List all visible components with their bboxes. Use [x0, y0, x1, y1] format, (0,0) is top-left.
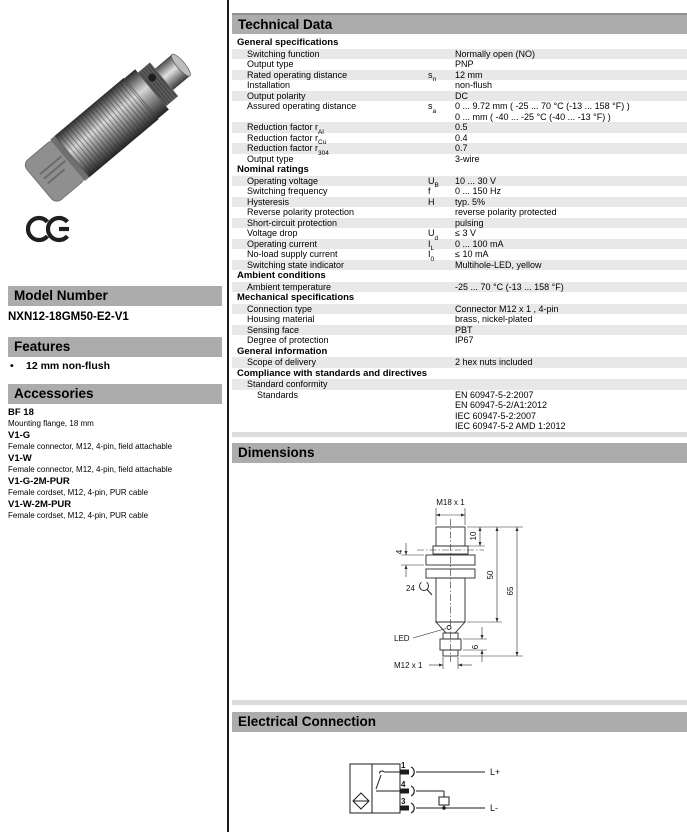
features-header: Features — [8, 337, 222, 357]
spec-value: 10 ... 30 V — [455, 175, 497, 186]
spec-label: Short-circuit protection — [247, 217, 338, 228]
spec-row — [232, 101, 687, 122]
spec-row — [232, 304, 687, 315]
spec-row — [232, 49, 687, 60]
accessory-name: V1-G-2M-PUR — [8, 476, 70, 487]
accessory-name: BF 18 — [8, 407, 34, 418]
spec-label: Degree of protection — [247, 335, 329, 345]
spec-value — [455, 379, 687, 390]
dimension-lines — [401, 508, 523, 669]
spec-row — [232, 59, 687, 70]
spec-label: Operating current — [247, 238, 318, 249]
spec-label: Reduction factor $r_{304}$ — [247, 143, 329, 157]
spec-row — [232, 154, 687, 165]
accessory-item — [8, 500, 220, 520]
spec-value: 0.5 — [455, 122, 468, 132]
head-height-label: 10 — [469, 531, 478, 541]
spec-section-heading: Nominal ratings — [237, 164, 309, 175]
spec-symbol: $s_a$ — [428, 101, 437, 115]
spec-row — [232, 249, 687, 263]
spec-row — [232, 260, 687, 271]
spec-label: Operating voltage — [247, 175, 319, 186]
spec-value: 0.7 — [455, 143, 468, 153]
spec-section-heading: Ambient conditions — [237, 270, 326, 281]
spec-section-heading: General specifications — [237, 37, 339, 48]
spec-value: PNP — [455, 59, 474, 69]
accessory-item — [8, 431, 220, 451]
electrical-connection-header: Electrical Connection — [232, 712, 687, 732]
nut-thickness-label: 4 — [395, 549, 404, 555]
technical-data-header: Technical Data — [232, 13, 687, 34]
accessory-name: V1-W-2M-PUR — [8, 499, 72, 510]
spec-symbol — [428, 143, 455, 154]
sensor-body — [22, 42, 201, 205]
sensor-symbol-box — [350, 764, 400, 813]
spec-symbol — [428, 357, 455, 368]
pin-3-label: 3 — [401, 797, 406, 806]
accessory-item — [8, 477, 220, 497]
spec-value: -25 ... 70 °C (-13 ... 158 °F) — [455, 281, 564, 292]
spec-label: Voltage drop — [247, 228, 298, 238]
spec-symbol: H — [428, 196, 435, 207]
product-photo-image — [12, 18, 217, 213]
spec-label: Ambient temperature — [247, 281, 332, 292]
l-plus-label: L+ — [490, 767, 501, 777]
ce-mark-icon — [26, 214, 72, 244]
spec-row — [232, 379, 687, 390]
model-number-value: NXN12-18GM50-E2-V1 — [8, 311, 129, 323]
model-number-header: Model Number — [8, 286, 222, 306]
spec-row — [232, 282, 687, 293]
spec-value: IP67 — [455, 335, 474, 345]
spec-label: Assured operating distance — [247, 101, 357, 111]
junction-dot — [442, 806, 446, 810]
spec-row — [232, 143, 687, 157]
spec-symbol — [428, 304, 455, 315]
spec-symbol — [428, 133, 455, 144]
spec-value: reverse polarity protected — [455, 207, 557, 217]
wiring-diagram — [335, 756, 535, 832]
spec-row — [232, 197, 687, 208]
l-minus-label: L- — [490, 803, 499, 813]
spec-value: 3-wire — [455, 153, 480, 164]
spec-label: Installation — [247, 80, 291, 90]
feature-text: 12 mm non-flush — [26, 360, 111, 372]
spec-label: Switching function — [247, 48, 320, 59]
connector-height-label: 6 — [471, 644, 480, 650]
spec-value: 0 ... 150 Hz — [455, 186, 502, 196]
spec-value: EN 60947-5-2:2007 EN 60947-5-2/A1:2012 IEC 60947-5-2:2007 IEC 60947-5-2 AMD 1:2012 — [455, 389, 566, 431]
spec-label: Rated operating distance — [247, 69, 348, 80]
spec-symbol: $U_d$ — [428, 228, 439, 242]
spec-symbol: $I_0$ — [428, 249, 435, 263]
pin-1-label: 1 — [401, 761, 406, 770]
spec-symbol — [428, 390, 455, 432]
accessory-name: V1-W — [8, 453, 32, 464]
spec-value: 0 ... 100 mA — [455, 238, 504, 249]
spec-value: 0.4 — [455, 132, 468, 143]
spec-row — [232, 218, 687, 229]
section-divider — [232, 700, 687, 705]
spec-value: 0 ... 9.72 mm ( -25 ... 70 °C (-13 ... 158 °F) ) 0 ... mm ( -40 ... -25 °C (-40 ... -13 °F) ) — [455, 101, 630, 122]
body-height-label: 50 — [486, 570, 495, 580]
spec-value: PBT — [455, 324, 473, 335]
spec-row — [232, 207, 687, 218]
accessory-name: V1-G — [8, 430, 31, 441]
spec-label: Switching state indicator — [247, 259, 345, 270]
spec-row — [232, 238, 687, 253]
dimensions-header: Dimensions — [232, 443, 687, 463]
section-divider — [232, 432, 687, 437]
spec-label: Standard conformity — [247, 379, 328, 389]
spec-value: brass, nickel-plated — [455, 314, 533, 324]
feature-item — [8, 360, 110, 372]
spec-symbol — [428, 379, 455, 390]
spec-label: Connection type — [247, 303, 313, 314]
spec-value: 2 hex nuts included — [455, 357, 533, 367]
total-height-label: 65 — [506, 586, 515, 596]
spec-label: No-load supply current — [247, 249, 338, 259]
switch-symbol — [376, 771, 400, 791]
spec-label: Output polarity — [247, 90, 306, 101]
terminals — [400, 767, 414, 813]
spec-symbol — [428, 314, 455, 325]
spec-symbol — [428, 154, 455, 165]
spec-symbol: $I_L$ — [428, 238, 435, 253]
spec-row — [232, 325, 687, 336]
pin-4-label: 4 — [401, 780, 406, 789]
spec-value: Multihole-LED, yellow — [455, 259, 542, 270]
spec-value: ≤ 3 V — [455, 228, 476, 238]
ce-mark — [26, 214, 72, 244]
spec-symbol: f — [428, 186, 431, 196]
thread-bottom-label: M12 x 1 — [394, 661, 423, 670]
spec-symbol — [428, 91, 455, 102]
thread-top-label: M18 x 1 — [436, 498, 465, 507]
spec-row — [232, 132, 687, 147]
product-photo — [12, 18, 217, 213]
spec-row — [232, 80, 687, 91]
led-label: LED — [394, 634, 410, 643]
wrench-icon — [420, 580, 433, 596]
spec-label: Housing material — [247, 314, 315, 324]
accessory-description: Mounting flange, 18 mm — [8, 418, 94, 428]
spec-row — [232, 175, 687, 190]
spec-label: Reduction factor $r_{Al}$ — [247, 122, 324, 136]
spec-value: ≤ 10 mA — [455, 249, 489, 259]
accessories-header: Accessories — [8, 384, 222, 404]
spec-label: Output type — [247, 153, 294, 164]
features-list — [8, 360, 110, 372]
spec-label: Reduction factor $r_{Cu}$ — [247, 132, 327, 147]
spec-row — [232, 228, 687, 242]
accessory-item — [8, 454, 220, 474]
spec-row — [232, 91, 687, 102]
spec-symbol — [428, 49, 455, 60]
spec-symbol — [428, 325, 455, 336]
spec-row — [232, 69, 687, 84]
spec-row — [232, 390, 687, 432]
spec-section-heading: General information — [237, 345, 328, 357]
spec-value: 12 mm — [455, 69, 483, 80]
spec-symbol: $U_B$ — [428, 175, 439, 190]
spec-symbol — [428, 207, 455, 218]
spec-symbol — [428, 59, 455, 70]
spec-section-heading: Compliance with standards and directives — [237, 367, 428, 379]
spec-row — [232, 357, 687, 368]
spec-value: pulsing — [455, 217, 484, 228]
spec-section-heading: Mechanical specifications — [237, 292, 355, 303]
spec-value: Normally open (NO) — [455, 48, 536, 59]
spec-symbol — [428, 122, 455, 133]
column-divider-line — [227, 0, 229, 832]
spec-value: typ. 5% — [455, 196, 486, 207]
accessory-description: Female cordset, M12, 4-pin, PUR cable — [8, 510, 149, 520]
spec-row — [232, 335, 687, 346]
spec-row — [232, 314, 687, 325]
spec-row — [232, 122, 687, 136]
dimension-drawing — [375, 490, 545, 685]
accessory-description: Female connector, M12, 4-pin, field attachable — [8, 441, 173, 451]
accessory-description: Female connector, M12, 4-pin, field attachable — [8, 464, 173, 474]
accessory-item — [8, 408, 220, 428]
spec-label: Scope of delivery — [247, 357, 317, 367]
spec-value: Connector M12 x 1 , 4-pin — [455, 303, 559, 314]
spec-value: non-flush — [455, 80, 493, 90]
spec-symbol: $s_n$ — [428, 69, 437, 84]
spec-label: Reverse polarity protection — [247, 207, 355, 217]
wires — [416, 772, 485, 808]
spec-symbol — [428, 335, 455, 346]
spec-label: Output type — [247, 59, 294, 69]
spec-label: Hysteresis — [247, 196, 290, 207]
technical-data-table — [232, 37, 687, 432]
spec-value: DC — [455, 90, 468, 101]
accessory-description: Female cordset, M12, 4-pin, PUR cable — [8, 487, 149, 497]
spec-row — [232, 186, 687, 197]
wrench-size-label: 24 — [406, 584, 415, 593]
spec-label: Standards — [257, 389, 299, 400]
spec-symbol — [428, 218, 455, 229]
accessories-list — [8, 408, 220, 523]
spec-label: Switching frequency — [247, 186, 328, 196]
spec-label: Sensing face — [247, 324, 300, 335]
spec-symbol — [428, 282, 455, 293]
